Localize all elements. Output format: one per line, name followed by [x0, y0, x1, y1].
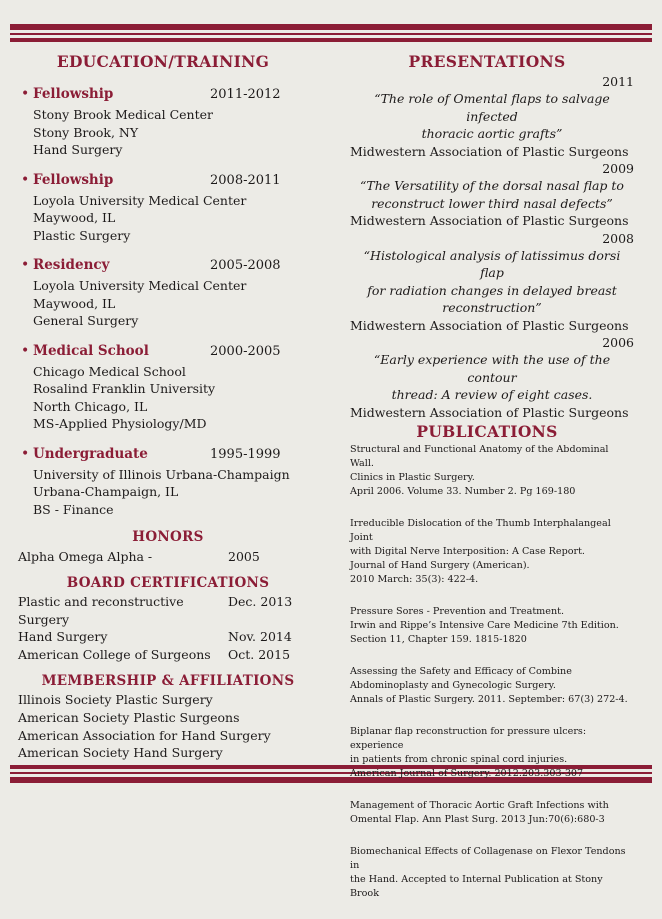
- education-detail: BS - Finance: [33, 501, 114, 517]
- membership-heading: MEMBERSHIP & AFFILIATIONS: [41, 672, 295, 689]
- publication-line: 2010 March: 35(3): 422-4.: [350, 574, 479, 585]
- presentation-title: “Early experience with the use of the contour: [373, 352, 611, 385]
- board-date: Oct. 2015: [228, 647, 291, 663]
- education-degree: Residency: [33, 257, 110, 273]
- presentation-title: “The Versatility of the dorsal nasal flap to: [360, 178, 624, 193]
- presentation-year: 2008: [602, 230, 634, 246]
- education-heading: EDUCATION/TRAINING: [56, 52, 270, 71]
- board-row: [18, 593, 318, 629]
- publication-line: Clinics in Plastic Surgery.: [350, 472, 475, 483]
- presentation-entry: [350, 230, 634, 335]
- membership-item: Illinois Society Plastic Surgery: [18, 691, 213, 707]
- presentations-list: [350, 73, 634, 421]
- presentation-entry: [350, 73, 634, 160]
- education-degree: Medical School: [33, 342, 149, 359]
- publication-line: in patients from chronic spinal cord injuries.: [350, 754, 568, 765]
- education-entry: [21, 446, 318, 519]
- education-years: 2005-2008: [210, 258, 281, 273]
- presentation-title: reconstruction”: [442, 300, 542, 315]
- education-detail: Loyola University Medical Center: [33, 278, 247, 293]
- publication-entry: [350, 845, 634, 901]
- publication-entry: [350, 517, 634, 587]
- membership-item: American Society Plastic Surgeons: [18, 709, 240, 725]
- publication-line: Journal of Hand Surgery (American).: [350, 560, 530, 571]
- presentation-year: 2009: [602, 161, 634, 176]
- publication-line: Irwin and Rippe’s Intensive Care Medicine 7th Edition.: [350, 620, 619, 631]
- bullet-icon: •: [21, 171, 30, 188]
- education-detail: North Chicago, IL: [33, 398, 148, 414]
- presentation-title: thoracic aortic grafts”: [421, 126, 563, 141]
- bullet-icon: •: [21, 257, 30, 273]
- presentation-title: “The role of Omental flaps to salvage infected: [374, 91, 610, 124]
- publication-line: with Digital Nerve Interposition: A Case Report.: [350, 546, 585, 557]
- honor-name: Alpha Omega Alpha -: [18, 549, 153, 564]
- education-years: 2011-2012: [210, 87, 281, 102]
- education-degree: Fellowship: [33, 171, 114, 188]
- presentation-venue: Midwestern Association of Plastic Surgeons: [350, 213, 629, 228]
- education-entry-header: [21, 172, 318, 192]
- publication-line: Biomechanical Effects of Collagenase on Flexor Tendons in: [350, 846, 626, 871]
- education-detail: Stony Brook Medical Center: [33, 107, 213, 122]
- publication-line: Abdominoplasty and Gynecologic Surgery.: [350, 680, 556, 691]
- presentation-entry: [350, 160, 634, 230]
- membership-item: American Society Hand Surgery: [18, 745, 223, 761]
- education-detail: Chicago Medical School: [33, 363, 186, 379]
- honors-heading: HONORS: [132, 529, 204, 545]
- education-detail: General Surgery: [33, 313, 139, 328]
- education-entry-header: [21, 446, 318, 466]
- presentation-title: reconstruct lower third nasal defects”: [371, 195, 613, 211]
- board-list: [18, 593, 318, 664]
- education-entry: [21, 172, 318, 245]
- education-entry: [21, 257, 318, 330]
- education-detail: Hand Surgery: [33, 142, 123, 157]
- bullet-icon: •: [21, 86, 30, 102]
- publication-entry: [350, 665, 634, 707]
- education-degree: Fellowship: [33, 86, 114, 102]
- publication-entry: [350, 799, 634, 827]
- board-row: [18, 646, 318, 664]
- left-column: [18, 52, 318, 762]
- education-detail: University of Illinois Urbana-Champaign: [33, 466, 290, 482]
- education-detail: Loyola University Medical Center: [33, 192, 247, 208]
- publication-line: April 2006. Volume 33. Number 2. Pg 169-180: [350, 486, 576, 497]
- top-rule-thin: [10, 33, 652, 35]
- membership-list: [18, 691, 318, 762]
- education-entry: [21, 343, 318, 433]
- presentation-title: for radiation changes in delayed breast: [367, 282, 617, 298]
- education-years: 2008-2011: [210, 172, 281, 188]
- publication-entry: [350, 605, 634, 647]
- presentation-venue: Midwestern Association of Plastic Surgeons: [350, 143, 629, 159]
- board-date: Dec. 2013: [228, 593, 293, 609]
- education-entry-header: [21, 343, 318, 363]
- publication-line: the Hand. Accepted to Internal Publication at Stony Brook: [350, 874, 603, 899]
- board-name: American College of Surgeons: [18, 647, 211, 663]
- board-heading: BOARD CERTIFICATIONS: [66, 574, 270, 591]
- education-detail: Plastic Surgery: [33, 227, 131, 243]
- honors-list: [18, 548, 318, 566]
- publication-line: Omental Flap. Ann Plast Surg. 2013 Jun:70(6):680-3: [350, 814, 605, 825]
- education-entry-header: [21, 257, 318, 277]
- board-name: Hand Surgery: [18, 629, 108, 645]
- education-entry: [21, 86, 318, 159]
- presentation-title: “Histological analysis of latissimus dorsi flap: [363, 247, 621, 280]
- presentation-year: 2011: [602, 74, 634, 89]
- board-name: Plastic and reconstructive Surgery: [18, 593, 184, 627]
- honor-row: [18, 548, 318, 566]
- publication-line: Section 11, Chapter 159. 1815-1820: [350, 634, 527, 645]
- education-detail: MS-Applied Physiology/MD: [33, 416, 207, 431]
- presentation-entry: [350, 334, 634, 421]
- top-rule-bottom: [10, 38, 652, 42]
- right-column: [350, 52, 634, 919]
- publication-entry: [350, 725, 634, 781]
- publication-line: Structural and Functional Anatomy of the Abdominal Wall.: [350, 444, 609, 469]
- publication-line: American Journal of Surgery. 2012.203.303-307: [350, 768, 584, 779]
- top-rule-thick: [10, 24, 652, 30]
- publications-heading: PUBLICATIONS: [416, 422, 558, 441]
- education-detail: Maywood, IL: [33, 210, 116, 225]
- presentation-venue: Midwestern Association of Plastic Surgeons: [350, 317, 629, 333]
- education-detail: Rosalind Franklin University: [33, 381, 216, 396]
- education-entry-header: [21, 86, 318, 106]
- education-list: [18, 86, 318, 518]
- board-row: [18, 628, 318, 646]
- presentation-venue: Midwestern Association of Plastic Surgeons: [350, 404, 629, 420]
- publication-line: Management of Thoracic Aortic Graft Infections with: [350, 800, 609, 811]
- honor-year: 2005: [228, 549, 260, 564]
- publication-line: Irreducible Dislocation of the Thumb Interphalangeal Joint: [350, 518, 611, 543]
- education-years: 2000-2005: [210, 343, 281, 359]
- publication-line: Biplanar flap reconstruction for pressure ulcers: experience: [350, 726, 587, 751]
- publication-line: Pressure Sores - Prevention and Treatment.: [350, 606, 565, 617]
- publication-entry: [350, 443, 634, 499]
- presentation-year: 2006: [602, 335, 634, 350]
- membership-item: American Association for Hand Surgery: [18, 727, 271, 743]
- bullet-icon: •: [21, 445, 30, 462]
- presentation-title: thread: A review of eight cases.: [391, 387, 593, 402]
- education-detail: Urbana-Champaign, IL: [33, 484, 179, 499]
- education-detail: Maywood, IL: [33, 295, 116, 311]
- education-degree: Undergraduate: [33, 445, 148, 462]
- bullet-icon: •: [21, 342, 30, 359]
- presentations-heading: PRESENTATIONS: [408, 52, 566, 71]
- publications-list: [350, 443, 634, 901]
- education-detail: Stony Brook, NY: [33, 124, 139, 140]
- publication-line: Assessing the Safety and Efficacy of Combine: [350, 666, 572, 677]
- education-years: 1995-1999: [210, 446, 281, 462]
- publication-line: Annals of Plastic Surgery. 2011. September: 67(3) 272-4.: [350, 694, 628, 705]
- board-date: Nov. 2014: [228, 629, 292, 645]
